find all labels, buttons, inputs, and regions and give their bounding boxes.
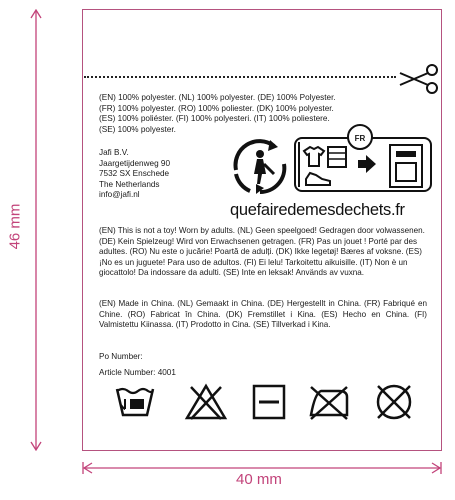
safety-warning: (EN) This is not a toy! Worn by adults. (NL) Geen speelgoed! Gedragen door volwassenen. (DE) Kein Spielzeug! Wird von Erwachsenen getragen. (FR) Pas un jouet ! Porté par des adultes. (RO) Nu este o jucărie! Poartă de adulți. (DK) Ikke legetøj! Bæres af voksne. (ES) ¡No es un juguete! Para uso de adultos. (FI) Ei lelu! Tarkoitettu aikuisille. (IT) Non è un giocattolo! Da indossare da adulti. (SE) Inte en leksak! Används av vuxna. <box>99 226 425 278</box>
scissors-icon <box>398 64 440 94</box>
country-of-origin: (EN) Made in China. (NL) Gemaakt in China. (DE) Hergestellt in China. (FR) Fabriqué en Chine. (RO) Fabricat în China. (DK) Fremstillet i Kina. (ES) Hecho en China. (FI) Valmistettu Kiinassa. (IT) Prodotto in Cina. (SE) Tillverkad i Kina. <box>99 299 427 330</box>
no-dryclean-icon <box>372 383 416 421</box>
wash-30-icon <box>113 383 157 421</box>
width-dimension-label: 40 mm <box>236 471 282 488</box>
po-number: Po Number: <box>99 352 143 361</box>
material-line: (ES) 100% poliéster. (FI) 100% polyesteri. (IT) 100% poliestere. <box>99 114 330 124</box>
height-dimension-arrow <box>30 9 42 451</box>
address-line: info@jafi.nl <box>99 190 140 200</box>
material-line: (FR) 100% polyester. (RO) 100% poliester. (DK) 100% polyester. <box>99 103 334 113</box>
material-composition <box>99 93 336 135</box>
address-line: Jafi B.V. <box>99 148 129 157</box>
dry-flat-icon <box>247 383 291 421</box>
cut-line <box>84 76 396 78</box>
triman-recycling-icon <box>230 136 290 196</box>
address-line: The Netherlands <box>99 179 160 189</box>
address-line: Jaargetijdenweg 90 <box>99 158 171 168</box>
country-badge: FR <box>347 124 373 150</box>
material-line: (EN) 100% polyester. (NL) 100% polyester. (DE) 100% Polyester. <box>99 93 336 102</box>
height-dimension-label: 46 mm <box>6 203 24 250</box>
article-number: Article Number: 4001 <box>99 368 176 377</box>
material-line: (SE) 100% polyester. <box>99 124 176 134</box>
no-iron-icon <box>307 383 351 421</box>
recycling-website: quefairedemesdechets.fr <box>230 201 405 219</box>
company-address <box>99 148 170 201</box>
address-line: 7532 SX Enschede <box>99 169 170 179</box>
no-bleach-icon <box>184 383 228 421</box>
